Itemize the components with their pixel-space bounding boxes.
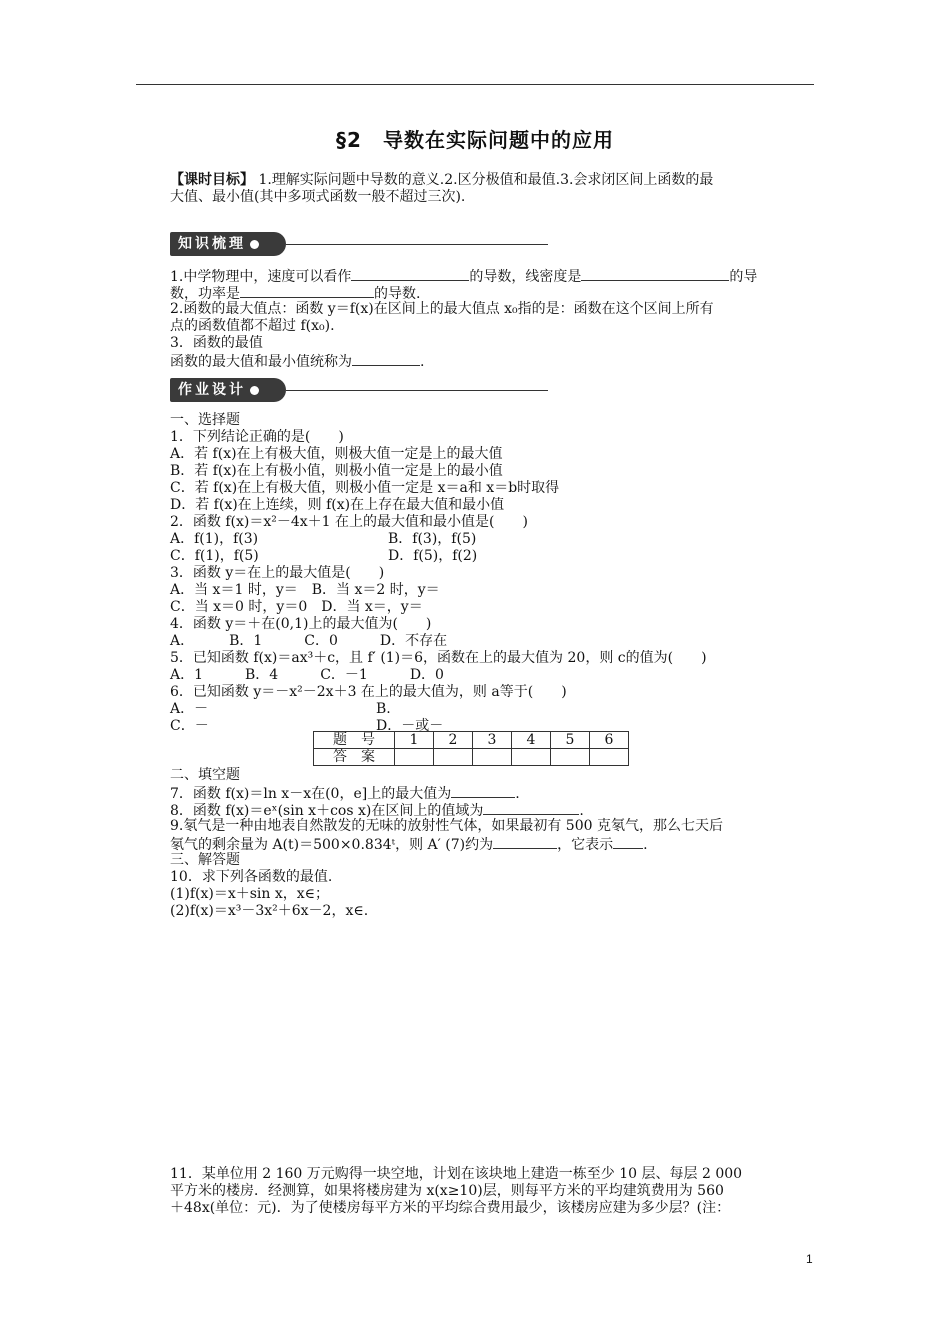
question-2: 2．函数 f(x)＝x²－4x＋1 在上的最大值和最小值是( ) xyxy=(170,514,528,530)
option-d: D．－或－ xyxy=(376,718,444,734)
question-1: 1．下列结论正确的是( ) xyxy=(170,429,344,445)
knowledge-item-2-line2: 点的函数值都不超过 f(x₀). xyxy=(170,318,335,334)
question-11-line2: 平方米的楼房．经测算，如果将楼房建为 x(x≥10)层，则每平方米的平均建筑费用为 560 xyxy=(170,1183,724,1199)
question-6-options-ab xyxy=(170,701,820,718)
question-4: 4．函数 y＝＋在(0,1)上的最大值为( ) xyxy=(170,616,432,632)
question-3-options-ab: A．当 x＝1 时，y＝ B．当 x＝2 时，y＝ xyxy=(170,582,440,598)
option-a: A．f(1)，f(3) xyxy=(170,531,259,547)
answer-cell[interactable] xyxy=(551,749,590,766)
option-b: B. xyxy=(376,701,391,717)
lesson-goal-text: 1.理解实际问题中导数的意义.2.区分极值和最值.3.会求闭区间上函数的最 xyxy=(258,172,714,188)
question-1-option-b: B．若 f(x)在上有极小值，则极小值一定是上的最小值 xyxy=(170,463,503,479)
question-11-line1: 11．某单位用 2 160 万元购得一块空地，计划在该块地上建造一栋至少 10 层、每层 2 000 xyxy=(170,1166,743,1182)
answer-cell[interactable] xyxy=(512,749,551,766)
part-2-heading: 二、填空题 xyxy=(170,767,240,783)
option-c: C．－ xyxy=(170,718,209,734)
question-2-options-ab xyxy=(170,531,820,548)
table-cell: 6 xyxy=(590,732,629,749)
table-cell: 1 xyxy=(395,732,434,749)
question-1-option-d: D．若 f(x)在上连续，则 f(x)在上存在最大值和最小值 xyxy=(170,497,505,513)
table-cell: 2 xyxy=(434,732,473,749)
answer-cell[interactable] xyxy=(434,749,473,766)
section-knowledge-header xyxy=(170,232,550,258)
question-4-options: A． B．1 C．0 D．不存在 xyxy=(170,633,448,649)
option-b: B．f(3)，f(5) xyxy=(388,531,477,547)
fill-blank xyxy=(581,267,729,281)
lesson-goal-line1 xyxy=(170,172,820,189)
table-row xyxy=(314,749,629,766)
text-span: 函数的最大值和最小值统称为 xyxy=(170,354,352,370)
lesson-goal-label: 【课时目标】 xyxy=(170,172,254,188)
text-span: 1.中学物理中，速度可以看作 xyxy=(170,269,352,285)
question-1-option-c: C．若 f(x)在上有极大值，则极小值一定是 x＝a和 x＝b时取得 xyxy=(170,480,560,496)
part-1-heading: 一、选择题 xyxy=(170,412,240,428)
option-c: C．f(1)，f(5) xyxy=(170,548,259,564)
question-2-options-cd xyxy=(170,548,820,565)
section-knowledge-label: 知识梳理 xyxy=(178,236,246,252)
answer-cell[interactable] xyxy=(395,749,434,766)
section-homework-badge xyxy=(170,378,286,402)
text-span: 7．函数 f(x)＝ln x－x在(0，e]上的最大值为 xyxy=(170,786,452,802)
text-span: 8．函数 f(x)＝eˣ(sin x＋cos x)在区间上的值域为 xyxy=(170,803,484,819)
text-span: 的导 xyxy=(729,269,758,285)
text-span: . xyxy=(643,837,648,853)
answer-cell[interactable] xyxy=(473,749,512,766)
page-title: §2 导数在实际问题中的应用 xyxy=(336,128,614,152)
fill-blank xyxy=(483,801,579,815)
knowledge-item-3-heading: 3．函数的最值 xyxy=(170,335,263,351)
knowledge-item-2-line1: 2.函数的最大值点：函数 y＝f(x)在区间上的最大值点 x₀指的是：函数在这个区间上所有 xyxy=(170,301,714,317)
part-3-heading: 三、解答题 xyxy=(170,852,240,868)
table-cell: 5 xyxy=(551,732,590,749)
table-header-cell: 题 号 xyxy=(314,732,395,749)
table-cell: 3 xyxy=(473,732,512,749)
lesson-goal-line2: 大值、最小值(其中多项式函数一般不超过三次). xyxy=(170,189,466,205)
question-5-options: A．1 B．4 C．－1 D．0 xyxy=(170,667,444,683)
page-number: 1 xyxy=(806,1252,813,1266)
fill-blank xyxy=(351,267,469,281)
text-span: . xyxy=(515,786,520,802)
table-row xyxy=(314,732,629,749)
table-header-cell: 答 案 xyxy=(314,749,395,766)
fill-blank xyxy=(451,784,515,798)
question-3-options-cd: C．当 x＝0 时，y＝0 D．当 x＝，y＝ xyxy=(170,599,423,615)
section-rule xyxy=(286,390,548,391)
section-knowledge-badge xyxy=(170,232,286,256)
question-10-part-2: (2)f(x)＝x³－3x²＋6x－2，x∈. xyxy=(170,903,369,919)
text-span: ，它表示 xyxy=(557,837,614,853)
fill-blank xyxy=(493,835,557,849)
text-span: 氡气的剩余量为 A(t)＝500×0.834ᵗ，则 A′ (7)约为 xyxy=(170,837,494,853)
section-homework-header xyxy=(170,378,550,404)
question-9-line1: 9.氡气是一种由地表自然散发的无味的放射性气体，如果最初有 500 克氡气，那么七天后 xyxy=(170,818,723,834)
text-span: . xyxy=(579,803,584,819)
text-span: 的导数. xyxy=(374,286,421,302)
fill-blank xyxy=(240,284,374,298)
section-homework-label: 作业设计 xyxy=(178,382,246,398)
table-cell: 4 xyxy=(512,732,551,749)
section-rule xyxy=(286,244,548,245)
header-rule xyxy=(136,84,814,85)
question-10: 10．求下列各函数的最值. xyxy=(170,869,333,885)
question-1-option-a: A．若 f(x)在上有极大值，则极大值一定是上的最大值 xyxy=(170,446,503,462)
text-span: 数，功率是 xyxy=(170,286,240,302)
option-a: A．－ xyxy=(170,701,209,717)
bullet-dot-icon xyxy=(250,386,259,395)
question-3: 3．函数 y＝在上的最大值是( ) xyxy=(170,565,385,581)
text-span: 的导数，线密度是 xyxy=(469,269,582,285)
option-d: D．f(5)，f(2) xyxy=(388,548,478,564)
fill-blank xyxy=(352,352,420,366)
question-10-part-1: (1)f(x)＝x＋sin x，x∈； xyxy=(170,886,330,902)
knowledge-item-3-text xyxy=(170,352,820,371)
question-5: 5．已知函数 f(x)＝ax³＋c，且 f′ (1)＝6，函数在上的最大值为 20，则 c的值为( ) xyxy=(170,650,707,666)
answer-table xyxy=(313,731,629,766)
fill-blank xyxy=(613,835,643,849)
question-6: 6．已知函数 y＝－x²－2x＋3 在上的最大值为，则 a等于( ) xyxy=(170,684,567,700)
bullet-dot-icon xyxy=(250,240,259,249)
question-11-line3: ＋48x(单位：元)．为了使楼房每平方米的平均综合费用最少，该楼房应建为多少层？(注： xyxy=(170,1200,731,1216)
text-span: . xyxy=(420,354,425,370)
answer-cell[interactable] xyxy=(590,749,629,766)
